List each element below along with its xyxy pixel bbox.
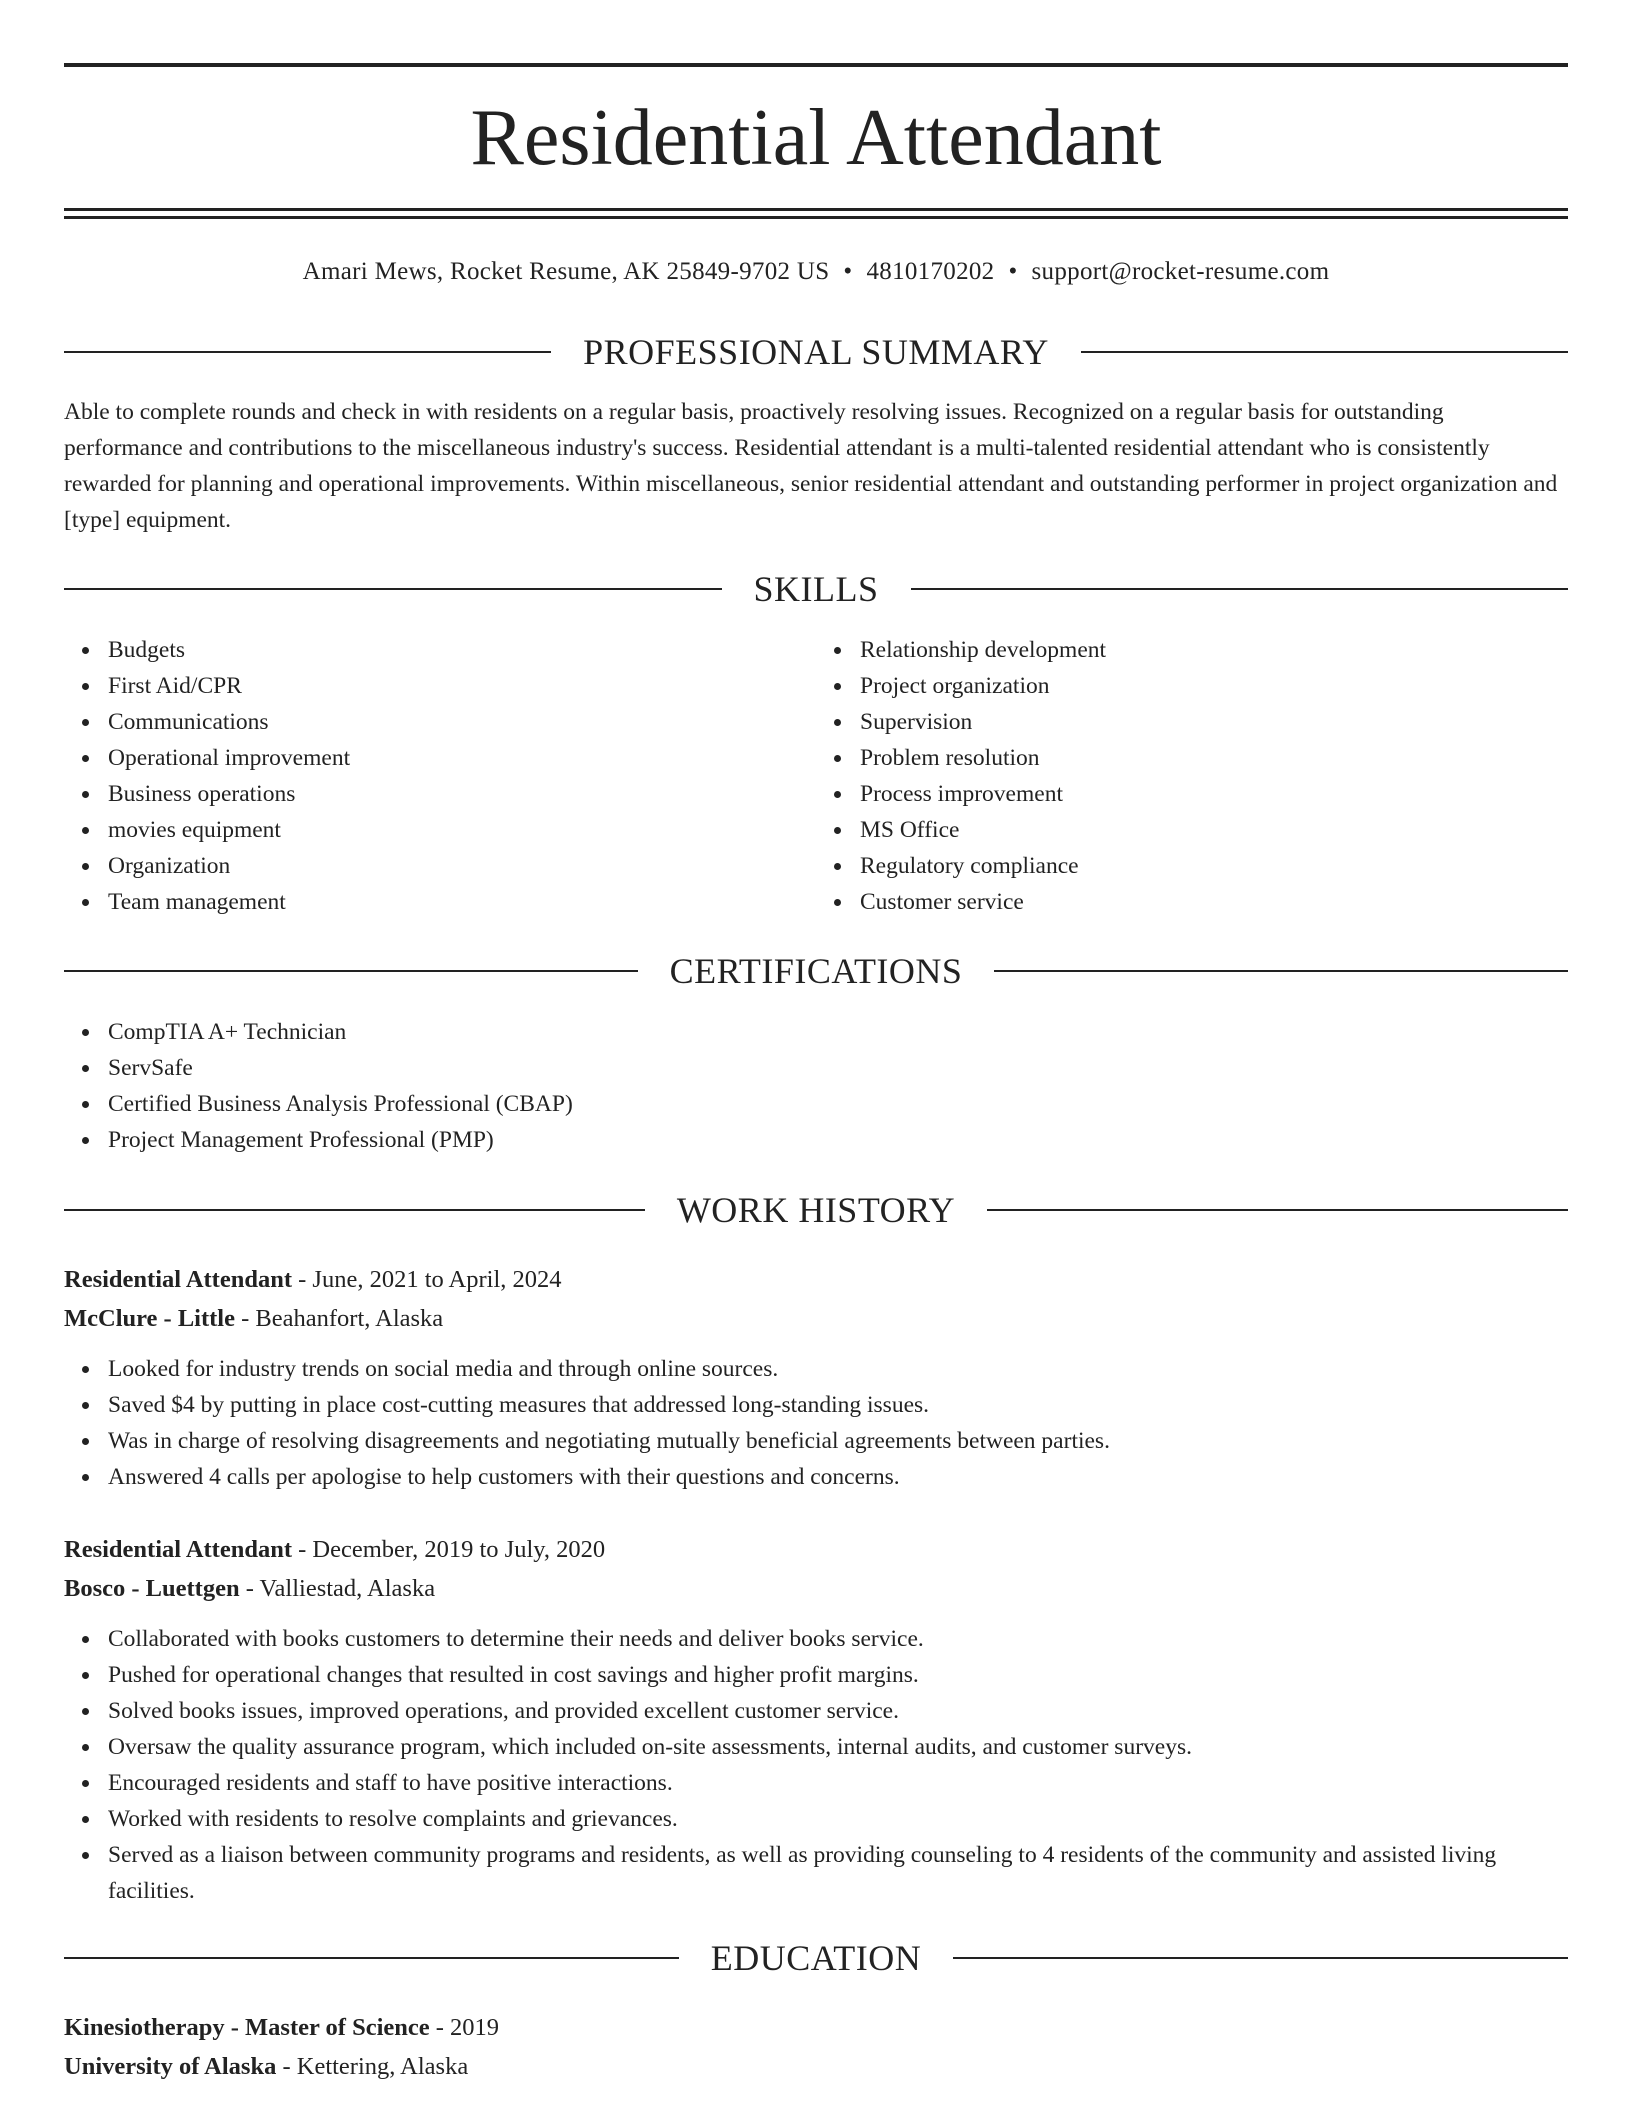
- job-location: - Valliestad, Alaska: [239, 1575, 436, 1602]
- skills-column-right: [816, 632, 1568, 920]
- heading-rule: [994, 970, 1568, 972]
- work-heading-label: WORK HISTORY: [676, 1190, 956, 1230]
- resume-title: Residential Attendant: [470, 94, 1162, 182]
- contact-email: support@rocket-resume.com: [1031, 258, 1330, 285]
- skill-item: MS Office: [860, 812, 1568, 848]
- certifications-items: [64, 1014, 1568, 1158]
- skill-item: Business operations: [108, 776, 816, 812]
- certification-item: Certified Business Analysis Professional (CBAP): [108, 1086, 1568, 1122]
- work-heading: [64, 1190, 1568, 1230]
- skill-item: Process improvement: [860, 776, 1568, 812]
- skill-item: Regulatory compliance: [860, 848, 1568, 884]
- heading-rule: [64, 1957, 679, 1959]
- job-title-line: [64, 1260, 1568, 1299]
- skill-item: Project organization: [860, 668, 1568, 704]
- heading-rule: [64, 588, 722, 590]
- job-dates: - December, 2019 to July, 2020: [292, 1536, 606, 1563]
- job-company: McClure - Little: [64, 1305, 235, 1332]
- job-bullet: Oversaw the quality assurance program, which included on-site assessments, internal audits, and customer surveys.: [108, 1729, 1568, 1765]
- job-role: Residential Attendant: [64, 1536, 293, 1563]
- skill-item: Communications: [108, 704, 816, 740]
- title-double-rule-upper: [64, 208, 1568, 211]
- certification-item: CompTIA A+ Technician: [108, 1014, 1568, 1050]
- skill-item: Operational improvement: [108, 740, 816, 776]
- education-school: University of Alaska: [64, 2053, 277, 2080]
- job-bullet: Was in charge of resolving disagreements and negotiating mutually beneficial agreements between parties.: [108, 1423, 1568, 1459]
- job-role: Residential Attendant: [64, 1266, 293, 1293]
- education-year: - 2019: [429, 2014, 500, 2041]
- education-heading-label: EDUCATION: [710, 1938, 922, 1978]
- job-location: - Beahanfort, Alaska: [235, 1305, 444, 1332]
- job-bullet: Encouraged residents and staff to have positive interactions.: [108, 1765, 1568, 1801]
- job-dates: - June, 2021 to April, 2024: [292, 1266, 562, 1293]
- certification-item: ServSafe: [108, 1050, 1568, 1086]
- certifications-heading: [64, 951, 1568, 991]
- job-title-line: [64, 1530, 1568, 1569]
- heading-rule: [911, 588, 1569, 590]
- certifications-list: [64, 1014, 1568, 1158]
- education-location: - Kettering, Alaska: [276, 2053, 469, 2080]
- contact-phone: 4810170202: [866, 258, 995, 285]
- job-company-line: [64, 1299, 1568, 1338]
- skills-heading-label: SKILLS: [753, 569, 879, 609]
- job-bullet: Saved $4 by putting in place cost-cutting measures that addressed long-standing issues.: [108, 1387, 1568, 1423]
- skill-item: Customer service: [860, 884, 1568, 920]
- job-bullet: Worked with residents to resolve complaints and grievances.: [108, 1801, 1568, 1837]
- education-degree-line: Kinesiotherapy - Master of Science - 2019: [64, 2014, 500, 2041]
- job-entry: [64, 1260, 1568, 1495]
- skill-item: Relationship development: [860, 632, 1568, 668]
- job-bullet: Solved books issues, improved operations, and provided excellent customer service.: [108, 1693, 1568, 1729]
- skill-item: movies equipment: [108, 812, 816, 848]
- contact-separator: •: [1008, 258, 1018, 285]
- job-company-line: [64, 1569, 1568, 1608]
- job-company: Bosco - Luettgen: [64, 1575, 240, 1602]
- skill-item: First Aid/CPR: [108, 668, 816, 704]
- job-bullet: Answered 4 calls per apologise to help customers with their questions and concerns.: [108, 1459, 1568, 1495]
- summary-heading-label: PROFESSIONAL SUMMARY: [583, 332, 1049, 372]
- certifications-heading-label: CERTIFICATIONS: [669, 951, 963, 991]
- certification-item: Project Management Professional (PMP): [108, 1122, 1568, 1158]
- heading-rule: [64, 970, 638, 972]
- job-bullet: Pushed for operational changes that resulted in cost savings and higher profit margins.: [108, 1657, 1568, 1693]
- job-bullet: Collaborated with books customers to determine their needs and deliver books service.: [108, 1621, 1568, 1657]
- skill-item: Budgets: [108, 632, 816, 668]
- heading-rule: [953, 1957, 1568, 1959]
- contact-line: [64, 254, 1568, 290]
- skills-column-left: [64, 632, 816, 920]
- title-double-rule-lower: [64, 216, 1568, 219]
- skills-heading: [64, 569, 1568, 609]
- heading-rule: [64, 1209, 645, 1211]
- education-degree: Master of Science: [245, 2014, 430, 2041]
- summary-text: Able to complete rounds and check in with residents on a regular basis, proactively resolving issues. Recognized on a regular basis for outstanding performance and contributions to the miscellaneous industry's success. Residential attendant is a multi-talented residential attendant who is consistently rewarded for planning and operational improvements. Within miscellaneous, senior residential attendant and outstanding performer in project organization and [type] equipment.: [64, 399, 1558, 533]
- heading-rule: [1081, 351, 1568, 353]
- contact-address: Amari Mews, Rocket Resume, AK 25849-9702 US: [302, 258, 830, 285]
- education-field: Kinesiotherapy: [64, 2014, 225, 2041]
- summary-block: [64, 394, 1568, 538]
- skill-item: Supervision: [860, 704, 1568, 740]
- heading-rule: [987, 1209, 1568, 1211]
- job-bullets: [64, 1621, 1568, 1909]
- job-bullet: Looked for industry trends on social media and through online sources.: [108, 1351, 1568, 1387]
- skills-list: [64, 632, 1568, 920]
- top-rule: [64, 63, 1568, 67]
- heading-rule: [64, 351, 551, 353]
- education-heading: [64, 1938, 1568, 1978]
- education-school-line: [64, 2047, 1568, 2086]
- skill-item: Organization: [108, 848, 816, 884]
- job-bullets: [64, 1351, 1568, 1495]
- job-bullet: Served as a liaison between community programs and residents, as well as providing counseling to 4 residents of the community and assisted living facilities.: [108, 1837, 1568, 1909]
- summary-heading: [64, 332, 1568, 372]
- skill-item: Team management: [108, 884, 816, 920]
- job-entry: [64, 1530, 1568, 1909]
- contact-separator: •: [843, 258, 853, 285]
- education-entry: [64, 2008, 1568, 2086]
- skill-item: Problem resolution: [860, 740, 1568, 776]
